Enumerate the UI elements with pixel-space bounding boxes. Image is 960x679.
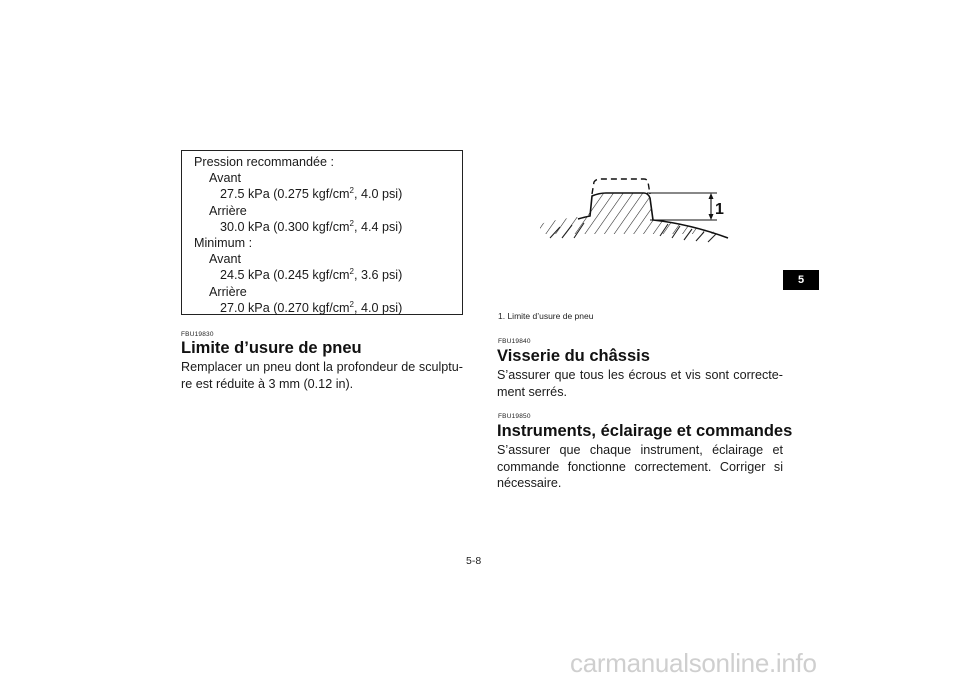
arrow-up-icon	[709, 193, 714, 199]
paragraph-line: nécessaire.	[497, 476, 562, 490]
section-code-chassis: FBU19840	[498, 338, 531, 345]
spec-value: 27.5 kPa (0.275 kgf/cm	[220, 187, 350, 202]
spec-line: Avant	[209, 252, 241, 267]
spec-superscript: 2	[349, 186, 354, 196]
spec-line: Pression recommandée :	[194, 155, 334, 169]
page-number: 5-8	[466, 555, 482, 567]
paragraph-instruments	[497, 442, 783, 492]
section-code-instruments: FBU19850	[498, 413, 531, 420]
original-tread-dashed	[592, 179, 650, 194]
callout-number: 1	[715, 201, 724, 218]
spec-line	[194, 300, 462, 316]
spec-value-tail: , 4.0 psi)	[353, 187, 403, 202]
spec-line: Arrière	[209, 284, 247, 299]
spec-value-tail: , 4.0 psi)	[353, 300, 403, 315]
paragraph-tire-wear	[181, 359, 463, 392]
heading-chassis: Visserie du châssis	[497, 347, 650, 365]
paragraph-chassis	[497, 367, 783, 400]
paragraph-line: S’assurer que tous les écrous et vis sont correcte-	[497, 368, 783, 382]
tire-pressure-spec-box	[181, 150, 463, 315]
arrow-down-icon	[709, 214, 714, 220]
figure-caption: 1. Limite d’usure de pneu	[498, 311, 594, 321]
paragraph-line: commande fonctionne correctement. Corriger si	[497, 459, 783, 474]
watermark: carmanualsonline.info	[570, 648, 817, 678]
spec-line	[194, 219, 462, 235]
spec-superscript: 2	[349, 299, 354, 309]
tire-section-hatch	[540, 172, 735, 250]
paragraph-line: re est réduite à 3 mm (0.12 in).	[181, 376, 354, 391]
spec-value-tail: , 4.4 psi)	[353, 219, 403, 234]
spec-value: 30.0 kPa (0.300 kgf/cm	[220, 219, 350, 234]
spec-superscript: 2	[349, 267, 354, 277]
paragraph-line: ment serrés.	[497, 384, 567, 399]
heading-instruments: Instruments, éclairage et commandes	[497, 422, 793, 440]
paragraph-line: Remplacer un pneu dont la profondeur de sculptu-	[181, 360, 463, 374]
spec-line: Avant	[209, 171, 241, 186]
spec-value: 27.0 kPa (0.270 kgf/cm	[220, 300, 350, 315]
spec-value-tail: , 3.6 psi)	[353, 268, 403, 283]
tire-tread-wear-diagram	[540, 172, 735, 250]
section-code-tire-wear: FBU19830	[181, 331, 214, 338]
spec-value: 24.5 kPa (0.245 kgf/cm	[220, 268, 350, 283]
paragraph-line: S’assurer que chaque instrument, éclairage et	[497, 443, 783, 457]
heading-tire-wear: Limite d’usure de pneu	[181, 339, 362, 357]
spec-line: Minimum :	[194, 236, 253, 251]
spec-line	[194, 186, 462, 202]
spec-line: Arrière	[209, 203, 247, 218]
spec-line	[194, 267, 462, 283]
spec-superscript: 2	[349, 218, 354, 228]
chapter-tab: 5	[783, 270, 819, 290]
